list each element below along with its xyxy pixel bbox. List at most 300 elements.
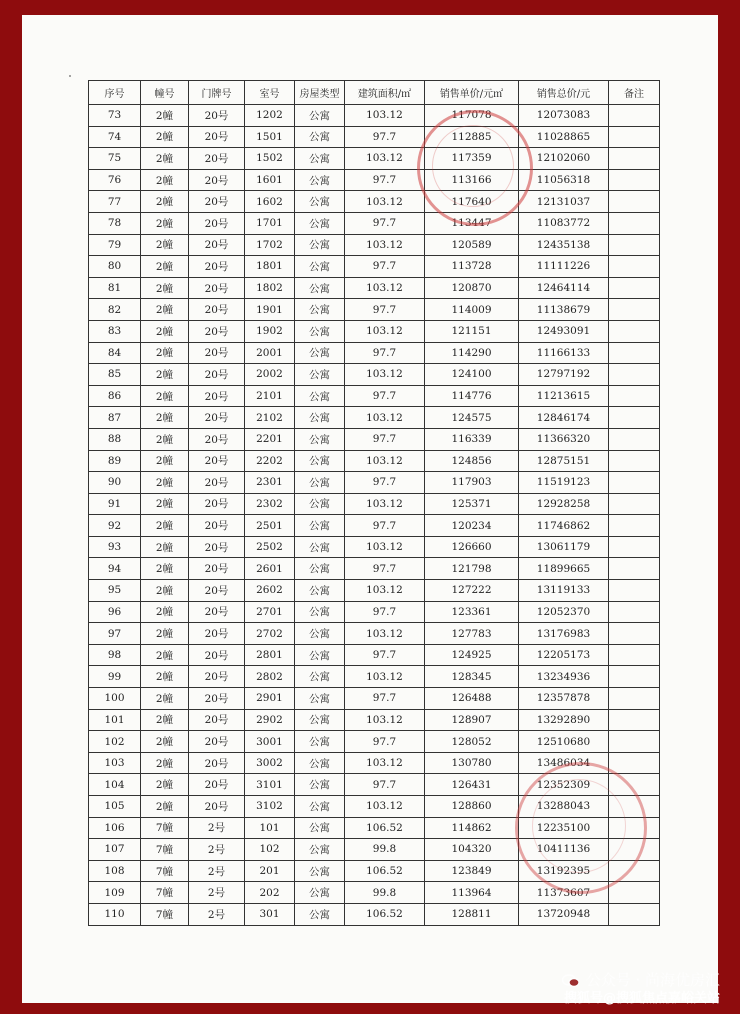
cell-unit-price: 121151 xyxy=(425,320,519,342)
cell-serial: 87 xyxy=(89,407,141,429)
table-row xyxy=(89,105,660,127)
cell-door-number: 20号 xyxy=(189,688,245,710)
cell-door-number: 20号 xyxy=(189,277,245,299)
cell-area: 103.12 xyxy=(345,364,425,386)
cell-room: 2002 xyxy=(245,364,295,386)
cell-door-number: 20号 xyxy=(189,580,245,602)
cell-unit-price: 114290 xyxy=(425,342,519,364)
cell-remarks xyxy=(609,839,660,861)
cell-house-type: 公寓 xyxy=(295,277,345,299)
table-row xyxy=(89,364,660,386)
cell-unit-price: 130780 xyxy=(425,752,519,774)
cell-serial: 93 xyxy=(89,536,141,558)
cell-area: 99.8 xyxy=(345,839,425,861)
cell-serial: 80 xyxy=(89,256,141,278)
cell-remarks xyxy=(609,796,660,818)
cell-room: 3002 xyxy=(245,752,295,774)
cell-room: 1501 xyxy=(245,126,295,148)
cell-remarks xyxy=(609,493,660,515)
cell-remarks xyxy=(609,903,660,925)
cell-building: 2幢 xyxy=(141,493,189,515)
cell-serial: 105 xyxy=(89,796,141,818)
cell-serial: 76 xyxy=(89,169,141,191)
cell-door-number: 2号 xyxy=(189,860,245,882)
cell-door-number: 2号 xyxy=(189,839,245,861)
cell-serial: 97 xyxy=(89,623,141,645)
cell-house-type: 公寓 xyxy=(295,299,345,321)
cell-house-type: 公寓 xyxy=(295,126,345,148)
cell-serial: 98 xyxy=(89,644,141,666)
cell-building: 2幢 xyxy=(141,212,189,234)
cell-area: 103.12 xyxy=(345,105,425,127)
cell-area: 103.12 xyxy=(345,709,425,731)
cell-building: 2幢 xyxy=(141,796,189,818)
cell-house-type: 公寓 xyxy=(295,731,345,753)
cell-room: 1202 xyxy=(245,105,295,127)
table-row xyxy=(89,234,660,256)
cell-unit-price: 126488 xyxy=(425,688,519,710)
cell-house-type: 公寓 xyxy=(295,472,345,494)
cell-serial: 99 xyxy=(89,666,141,688)
cell-area: 106.52 xyxy=(345,903,425,925)
table-row xyxy=(89,450,660,472)
cell-serial: 100 xyxy=(89,688,141,710)
cell-building: 2幢 xyxy=(141,169,189,191)
cell-area: 103.12 xyxy=(345,796,425,818)
cell-remarks xyxy=(609,191,660,213)
cell-total-price: 11083772 xyxy=(519,212,609,234)
cell-total-price: 12510680 xyxy=(519,731,609,753)
cell-house-type: 公寓 xyxy=(295,536,345,558)
cell-room: 2501 xyxy=(245,515,295,537)
cell-area: 103.12 xyxy=(345,407,425,429)
cell-room: 2902 xyxy=(245,709,295,731)
cell-serial: 83 xyxy=(89,320,141,342)
cell-unit-price: 113728 xyxy=(425,256,519,278)
cell-total-price: 12435138 xyxy=(519,234,609,256)
cell-door-number: 20号 xyxy=(189,342,245,364)
cell-building: 7幢 xyxy=(141,817,189,839)
cell-building: 7幢 xyxy=(141,903,189,925)
cell-unit-price: 126431 xyxy=(425,774,519,796)
cell-area: 103.12 xyxy=(345,320,425,342)
cell-room: 2502 xyxy=(245,536,295,558)
cell-remarks xyxy=(609,277,660,299)
cell-building: 2幢 xyxy=(141,472,189,494)
cell-house-type: 公寓 xyxy=(295,493,345,515)
cell-area: 97.7 xyxy=(345,558,425,580)
cell-door-number: 20号 xyxy=(189,148,245,170)
cell-unit-price: 104320 xyxy=(425,839,519,861)
cell-total-price: 11746862 xyxy=(519,515,609,537)
cell-remarks xyxy=(609,450,660,472)
header-building: 幢号 xyxy=(141,81,189,105)
cell-remarks xyxy=(609,428,660,450)
cell-door-number: 20号 xyxy=(189,126,245,148)
cell-serial: 77 xyxy=(89,191,141,213)
cell-house-type: 公寓 xyxy=(295,364,345,386)
cell-building: 2幢 xyxy=(141,731,189,753)
cell-door-number: 2号 xyxy=(189,817,245,839)
cell-building: 7幢 xyxy=(141,839,189,861)
cell-door-number: 20号 xyxy=(189,407,245,429)
cell-remarks xyxy=(609,148,660,170)
cell-serial: 86 xyxy=(89,385,141,407)
table-header-row xyxy=(89,81,660,105)
cell-building: 2幢 xyxy=(141,148,189,170)
cell-unit-price: 116339 xyxy=(425,428,519,450)
table-row xyxy=(89,709,660,731)
cell-room: 202 xyxy=(245,882,295,904)
cell-house-type: 公寓 xyxy=(295,234,345,256)
cell-unit-price: 121798 xyxy=(425,558,519,580)
cell-area: 103.12 xyxy=(345,666,425,688)
cell-unit-price: 120234 xyxy=(425,515,519,537)
cell-door-number: 20号 xyxy=(189,709,245,731)
cell-door-number: 20号 xyxy=(189,752,245,774)
header-house-type: 房屋类型 xyxy=(295,81,345,105)
cell-remarks xyxy=(609,644,660,666)
cell-remarks xyxy=(609,385,660,407)
cell-unit-price: 123849 xyxy=(425,860,519,882)
table-row xyxy=(89,212,660,234)
watermark-line-2: 搜狐号@搜狐焦点嘉峪关站 xyxy=(563,991,720,1007)
cell-area: 97.7 xyxy=(345,644,425,666)
cell-total-price: 13288043 xyxy=(519,796,609,818)
cell-serial: 109 xyxy=(89,882,141,904)
cell-room: 3102 xyxy=(245,796,295,818)
cell-door-number: 20号 xyxy=(189,515,245,537)
scan-speck xyxy=(69,75,71,77)
table-row xyxy=(89,860,660,882)
cell-total-price: 12493091 xyxy=(519,320,609,342)
table-row xyxy=(89,774,660,796)
cell-unit-price: 117640 xyxy=(425,191,519,213)
table-row xyxy=(89,472,660,494)
cell-room: 3101 xyxy=(245,774,295,796)
cell-building: 2幢 xyxy=(141,364,189,386)
cell-total-price: 13192395 xyxy=(519,860,609,882)
cell-total-price: 11899665 xyxy=(519,558,609,580)
header-door-number: 门牌号 xyxy=(189,81,245,105)
cell-total-price: 11028865 xyxy=(519,126,609,148)
cell-area: 97.7 xyxy=(345,515,425,537)
cell-remarks xyxy=(609,623,660,645)
watermark-line-1 xyxy=(562,970,720,990)
cell-area: 97.7 xyxy=(345,385,425,407)
cell-house-type: 公寓 xyxy=(295,256,345,278)
table-row xyxy=(89,169,660,191)
cell-house-type: 公寓 xyxy=(295,839,345,861)
cell-area: 103.12 xyxy=(345,450,425,472)
cell-room: 2201 xyxy=(245,428,295,450)
cell-total-price: 11519123 xyxy=(519,472,609,494)
cell-room: 1902 xyxy=(245,320,295,342)
cell-remarks xyxy=(609,299,660,321)
cell-building: 2幢 xyxy=(141,407,189,429)
header-unit-price: 销售单价/元㎡ xyxy=(425,81,519,105)
cell-area: 103.12 xyxy=(345,277,425,299)
table-row xyxy=(89,277,660,299)
cell-building: 2幢 xyxy=(141,666,189,688)
cell-room: 1701 xyxy=(245,212,295,234)
table-row xyxy=(89,536,660,558)
cell-room: 102 xyxy=(245,839,295,861)
cell-total-price: 13292890 xyxy=(519,709,609,731)
cell-area: 106.52 xyxy=(345,817,425,839)
cell-room: 2302 xyxy=(245,493,295,515)
cell-area: 97.7 xyxy=(345,688,425,710)
header-serial: 序号 xyxy=(89,81,141,105)
cell-total-price: 12205173 xyxy=(519,644,609,666)
cell-door-number: 20号 xyxy=(189,623,245,645)
cell-total-price: 11138679 xyxy=(519,299,609,321)
cell-house-type: 公寓 xyxy=(295,752,345,774)
cell-door-number: 20号 xyxy=(189,601,245,623)
cell-door-number: 20号 xyxy=(189,105,245,127)
cell-remarks xyxy=(609,817,660,839)
watermark-text-1: 公众号 · 尚海优房汇 xyxy=(585,971,720,990)
cell-unit-price: 128907 xyxy=(425,709,519,731)
table-row xyxy=(89,407,660,429)
cell-serial: 75 xyxy=(89,148,141,170)
cell-unit-price: 123361 xyxy=(425,601,519,623)
cell-room: 2801 xyxy=(245,644,295,666)
cell-door-number: 20号 xyxy=(189,212,245,234)
cell-total-price: 13234936 xyxy=(519,666,609,688)
table-row xyxy=(89,428,660,450)
cell-total-price: 10411136 xyxy=(519,839,609,861)
cell-remarks xyxy=(609,752,660,774)
cell-door-number: 2号 xyxy=(189,882,245,904)
cell-unit-price: 117359 xyxy=(425,148,519,170)
wechat-icon xyxy=(562,973,580,987)
cell-unit-price: 128345 xyxy=(425,666,519,688)
cell-door-number: 20号 xyxy=(189,169,245,191)
cell-door-number: 20号 xyxy=(189,493,245,515)
cell-building: 2幢 xyxy=(141,644,189,666)
cell-remarks xyxy=(609,688,660,710)
table-row xyxy=(89,191,660,213)
cell-room: 2702 xyxy=(245,623,295,645)
cell-remarks xyxy=(609,774,660,796)
cell-room: 1802 xyxy=(245,277,295,299)
cell-total-price: 11213615 xyxy=(519,385,609,407)
cell-room: 2901 xyxy=(245,688,295,710)
cell-remarks xyxy=(609,169,660,191)
cell-room: 301 xyxy=(245,903,295,925)
cell-unit-price: 128052 xyxy=(425,731,519,753)
cell-total-price: 11111226 xyxy=(519,256,609,278)
cell-area: 99.8 xyxy=(345,882,425,904)
cell-unit-price: 124575 xyxy=(425,407,519,429)
cell-serial: 73 xyxy=(89,105,141,127)
cell-area: 97.7 xyxy=(345,731,425,753)
cell-serial: 108 xyxy=(89,860,141,882)
cell-serial: 94 xyxy=(89,558,141,580)
cell-building: 2幢 xyxy=(141,688,189,710)
cell-unit-price: 124100 xyxy=(425,364,519,386)
cell-house-type: 公寓 xyxy=(295,709,345,731)
cell-unit-price: 117903 xyxy=(425,472,519,494)
cell-door-number: 20号 xyxy=(189,558,245,580)
cell-house-type: 公寓 xyxy=(295,882,345,904)
cell-room: 2802 xyxy=(245,666,295,688)
cell-total-price: 13119133 xyxy=(519,580,609,602)
cell-door-number: 20号 xyxy=(189,364,245,386)
table-row xyxy=(89,148,660,170)
cell-unit-price: 113447 xyxy=(425,212,519,234)
cell-building: 2幢 xyxy=(141,558,189,580)
cell-door-number: 20号 xyxy=(189,666,245,688)
cell-serial: 91 xyxy=(89,493,141,515)
cell-serial: 101 xyxy=(89,709,141,731)
cell-area: 103.12 xyxy=(345,623,425,645)
cell-area: 97.7 xyxy=(345,169,425,191)
cell-remarks xyxy=(609,256,660,278)
cell-total-price: 12352309 xyxy=(519,774,609,796)
cell-building: 2幢 xyxy=(141,191,189,213)
cell-room: 2301 xyxy=(245,472,295,494)
table-row xyxy=(89,299,660,321)
cell-remarks xyxy=(609,515,660,537)
cell-house-type: 公寓 xyxy=(295,580,345,602)
cell-serial: 84 xyxy=(89,342,141,364)
cell-area: 97.7 xyxy=(345,428,425,450)
cell-area: 97.7 xyxy=(345,601,425,623)
cell-total-price: 11366320 xyxy=(519,428,609,450)
cell-building: 2幢 xyxy=(141,709,189,731)
cell-remarks xyxy=(609,709,660,731)
cell-building: 2幢 xyxy=(141,623,189,645)
table-row xyxy=(89,644,660,666)
cell-house-type: 公寓 xyxy=(295,148,345,170)
cell-door-number: 20号 xyxy=(189,472,245,494)
cell-room: 101 xyxy=(245,817,295,839)
cell-remarks xyxy=(609,320,660,342)
cell-serial: 74 xyxy=(89,126,141,148)
cell-house-type: 公寓 xyxy=(295,903,345,925)
cell-serial: 88 xyxy=(89,428,141,450)
cell-total-price: 11373607 xyxy=(519,882,609,904)
cell-serial: 106 xyxy=(89,817,141,839)
cell-building: 7幢 xyxy=(141,882,189,904)
cell-door-number: 2号 xyxy=(189,903,245,925)
cell-area: 103.12 xyxy=(345,191,425,213)
cell-building: 2幢 xyxy=(141,450,189,472)
header-remarks: 备注 xyxy=(609,81,660,105)
cell-building: 2幢 xyxy=(141,256,189,278)
cell-house-type: 公寓 xyxy=(295,428,345,450)
cell-total-price: 13720948 xyxy=(519,903,609,925)
cell-remarks xyxy=(609,407,660,429)
cell-serial: 96 xyxy=(89,601,141,623)
cell-building: 2幢 xyxy=(141,342,189,364)
cell-building: 2幢 xyxy=(141,752,189,774)
cell-room: 2601 xyxy=(245,558,295,580)
cell-building: 2幢 xyxy=(141,320,189,342)
cell-total-price: 12102060 xyxy=(519,148,609,170)
cell-building: 2幢 xyxy=(141,515,189,537)
cell-unit-price: 124856 xyxy=(425,450,519,472)
table-row xyxy=(89,882,660,904)
cell-remarks xyxy=(609,472,660,494)
cell-remarks xyxy=(609,558,660,580)
cell-unit-price: 112885 xyxy=(425,126,519,148)
cell-house-type: 公寓 xyxy=(295,169,345,191)
table-row xyxy=(89,903,660,925)
cell-building: 2幢 xyxy=(141,126,189,148)
table-row xyxy=(89,256,660,278)
table-row xyxy=(89,515,660,537)
cell-total-price: 12073083 xyxy=(519,105,609,127)
cell-total-price: 12797192 xyxy=(519,364,609,386)
header-area: 建筑面积/㎡ xyxy=(345,81,425,105)
cell-house-type: 公寓 xyxy=(295,450,345,472)
cell-remarks xyxy=(609,666,660,688)
cell-remarks xyxy=(609,601,660,623)
cell-door-number: 20号 xyxy=(189,796,245,818)
table-row xyxy=(89,623,660,645)
cell-unit-price: 120589 xyxy=(425,234,519,256)
cell-room: 1602 xyxy=(245,191,295,213)
cell-total-price: 12928258 xyxy=(519,493,609,515)
cell-total-price: 12235100 xyxy=(519,817,609,839)
cell-area: 106.52 xyxy=(345,860,425,882)
cell-house-type: 公寓 xyxy=(295,320,345,342)
cell-total-price: 11056318 xyxy=(519,169,609,191)
cell-room: 2602 xyxy=(245,580,295,602)
cell-area: 97.7 xyxy=(345,126,425,148)
table-row xyxy=(89,126,660,148)
cell-serial: 103 xyxy=(89,752,141,774)
cell-unit-price: 113166 xyxy=(425,169,519,191)
cell-building: 2幢 xyxy=(141,234,189,256)
cell-unit-price: 127222 xyxy=(425,580,519,602)
cell-remarks xyxy=(609,536,660,558)
cell-door-number: 20号 xyxy=(189,385,245,407)
table-row xyxy=(89,342,660,364)
cell-building: 2幢 xyxy=(141,385,189,407)
cell-serial: 85 xyxy=(89,364,141,386)
cell-house-type: 公寓 xyxy=(295,860,345,882)
table-row xyxy=(89,688,660,710)
table-row xyxy=(89,320,660,342)
cell-door-number: 20号 xyxy=(189,234,245,256)
cell-house-type: 公寓 xyxy=(295,817,345,839)
cell-building: 2幢 xyxy=(141,105,189,127)
cell-room: 1601 xyxy=(245,169,295,191)
cell-unit-price: 120870 xyxy=(425,277,519,299)
table-row xyxy=(89,731,660,753)
cell-room: 3001 xyxy=(245,731,295,753)
cell-serial: 102 xyxy=(89,731,141,753)
cell-house-type: 公寓 xyxy=(295,515,345,537)
cell-room: 2101 xyxy=(245,385,295,407)
table-row xyxy=(89,817,660,839)
table-row xyxy=(89,839,660,861)
table-row xyxy=(89,580,660,602)
cell-door-number: 20号 xyxy=(189,450,245,472)
cell-area: 97.7 xyxy=(345,472,425,494)
header-room: 室号 xyxy=(245,81,295,105)
cell-area: 103.12 xyxy=(345,493,425,515)
cell-area: 97.7 xyxy=(345,342,425,364)
cell-area: 97.7 xyxy=(345,299,425,321)
table-row xyxy=(89,493,660,515)
watermark xyxy=(562,970,720,1008)
table-row xyxy=(89,666,660,688)
